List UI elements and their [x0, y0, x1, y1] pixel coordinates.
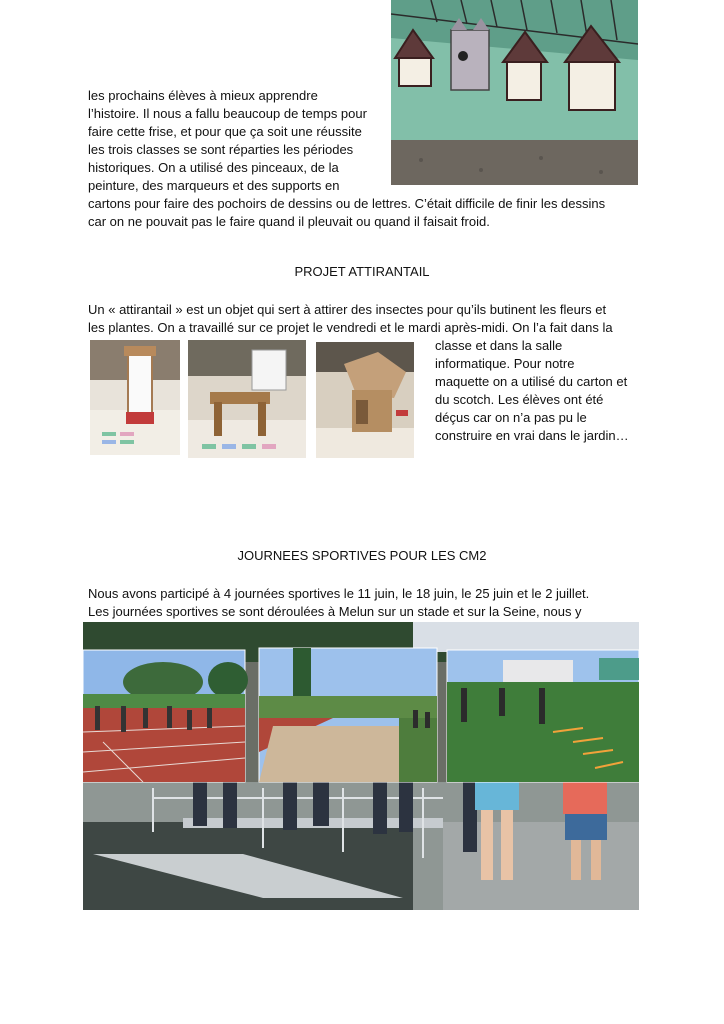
sport-collage — [83, 622, 639, 910]
frise-line-2: l’histoire. Il nous a fallu beaucoup de temps pour — [88, 106, 367, 121]
frise-line-6: peinture, des marqueurs et des supports en — [88, 178, 340, 193]
sport-title: JOURNEES SPORTIVES POUR LES CM2 — [237, 548, 487, 563]
attirantail-photo-1 — [90, 340, 180, 455]
attirantail-line-2: les plantes. On a travaillé sur ce projet le vendredi et le mardi après-midi. On l’a fait dans la — [88, 320, 613, 335]
attirantail-side-line-5: déçus car on n’a pas pu le — [435, 410, 587, 425]
frise-line-8: car on ne pouvait pas le faire quand il pleuvait ou quand il faisait froid. — [88, 214, 490, 229]
attirantail-side-line-1: classe et dans la salle — [435, 338, 563, 353]
attirantail-side-line-3: maquette on a utilisé du carton et — [435, 374, 628, 389]
attirantail-side-line-2: informatique. Pour notre — [435, 356, 575, 371]
attirantail-photo-2 — [188, 340, 306, 458]
frise-line-1: les prochains élèves à mieux apprendre — [88, 88, 318, 103]
sport-line-1: Nous avons participé à 4 journées sportives le 11 juin, le 18 juin, le 25 juin et le 2 juillet. — [88, 586, 590, 601]
frise-line-4: les trois classes se sont réparties les périodes — [88, 142, 354, 157]
attirantail-title: PROJET ATTIRANTAIL — [294, 264, 430, 279]
frise-line-7: cartons pour faire des pochoirs de dessins ou de lettres. C’était difficile de finir les dessins — [88, 196, 606, 211]
frieze-photo — [391, 0, 638, 185]
sport-line-2: Les journées sportives se sont déroulées à Melun sur un stade et sur la Seine, nous y — [88, 604, 582, 619]
attirantail-line-1: Un « attirantail » est un objet qui sert à attirer des insectes pour qu’ils butinent les fleurs et — [88, 302, 607, 317]
attirantail-side-line-6: construire en vrai dans le jardin… — [435, 428, 629, 443]
attirantail-side-line-4: du scotch. Les élèves ont été — [435, 392, 604, 407]
frise-line-5: historiques. On a utilisé des pinceaux, de la — [88, 160, 339, 175]
frise-line-3: faire cette frise, et pour que ça soit une réussite — [88, 124, 362, 139]
attirantail-photo-3 — [316, 342, 414, 458]
